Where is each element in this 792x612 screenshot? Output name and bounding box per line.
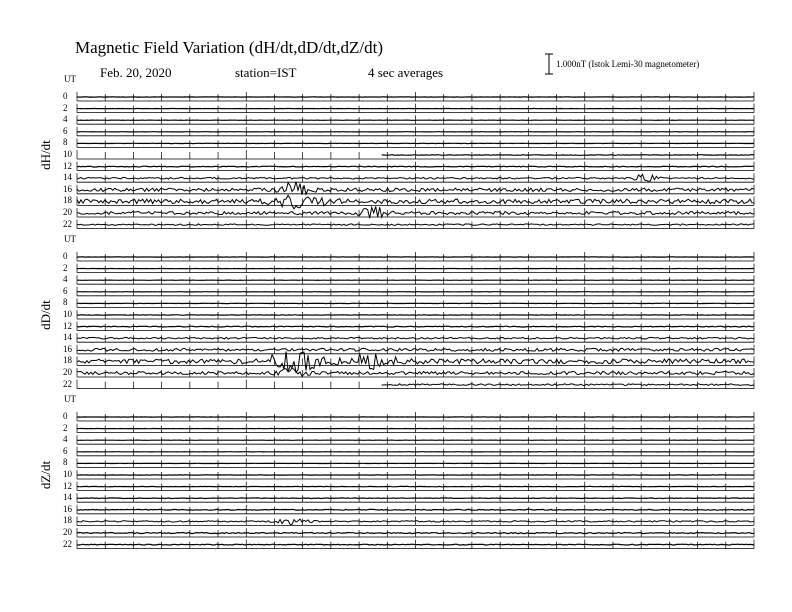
chart-title: Magnetic Field Variation (dH/dt,dD/dt,dZ/dt) [75, 38, 384, 57]
hour-label: 14 [63, 492, 72, 503]
hour-label: 4 [63, 114, 68, 125]
hour-label: 22 [63, 218, 72, 229]
scale-bar [545, 54, 553, 74]
scale-bar-label: 1.000nT (Istok Lemi-30 magnetometer) [556, 59, 700, 69]
hour-label: 22 [63, 538, 72, 549]
ut-label: UT [64, 394, 76, 404]
hour-label: 2 [63, 422, 68, 433]
hour-label: 12 [63, 320, 72, 331]
date-label: Feb. 20, 2020 [100, 65, 172, 80]
component-label: dH/dt [38, 140, 53, 170]
hour-label: 18 [63, 195, 72, 206]
hour-label: 6 [63, 445, 68, 456]
hour-label: 22 [63, 378, 72, 389]
hour-label: 6 [63, 125, 68, 136]
hour-label: 14 [63, 172, 72, 183]
component-label: dZ/dt [38, 460, 53, 490]
trace-line [77, 498, 754, 499]
ut-label: UT [64, 234, 76, 244]
hour-label: 0 [63, 411, 68, 421]
hour-label: 16 [63, 503, 72, 514]
hour-label: 10 [63, 309, 72, 319]
hour-label: 10 [63, 469, 72, 479]
hour-label: 12 [63, 160, 72, 171]
hour-label: 10 [63, 149, 72, 159]
hour-label: 20 [63, 367, 72, 377]
panel-2 [77, 412, 754, 549]
hour-label: 6 [63, 285, 68, 296]
hour-label: 2 [63, 102, 68, 113]
panel-1 [77, 252, 754, 389]
hour-label: 14 [63, 332, 72, 343]
trace-line [77, 326, 754, 327]
hour-label: 18 [63, 515, 72, 526]
hour-label: 4 [63, 274, 68, 285]
ut-label: UT [64, 74, 76, 84]
hour-label: 16 [63, 343, 72, 354]
hour-label: 8 [63, 137, 68, 148]
hour-label: 0 [63, 251, 68, 261]
hour-label: 2 [63, 262, 68, 273]
hour-label: 12 [63, 480, 72, 491]
trace-line [382, 384, 754, 386]
hour-label: 16 [63, 183, 72, 194]
trace-line [77, 509, 754, 510]
panel-0 [77, 92, 754, 229]
trace-line [77, 544, 754, 545]
hour-label: 8 [63, 297, 68, 308]
component-label: dD/dt [38, 300, 53, 330]
hour-label: 8 [63, 457, 68, 468]
hour-label: 4 [63, 434, 68, 445]
trace-line [77, 532, 754, 533]
hour-label: 20 [63, 527, 72, 537]
averaging-label: 4 sec averages [368, 65, 444, 80]
hour-label: 20 [63, 207, 72, 217]
hour-label: 18 [63, 355, 72, 366]
station-label: station=IST [235, 65, 297, 80]
hour-label: 0 [63, 91, 68, 101]
trace-line [382, 155, 754, 156]
